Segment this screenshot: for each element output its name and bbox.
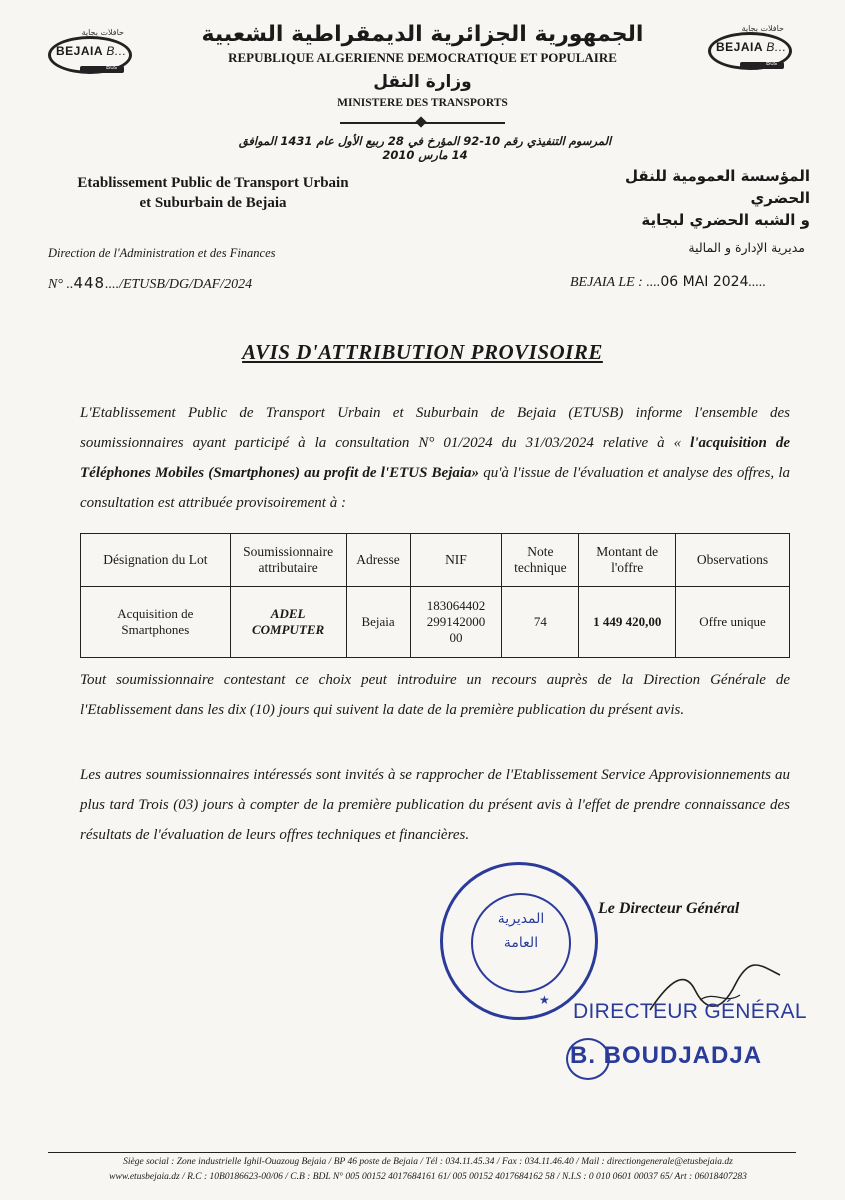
date-handwritten: 06 MAI 2024 — [660, 274, 749, 290]
stamp-star-icon: ★ — [539, 993, 550, 1007]
recourse-paragraph: Tout soumissionnaire contestant ce choix peut introduire un recours auprès de la Direction Générale de l'Etablissement dans les dix (10) jours qui suivent la date de la première publication du présent avis. — [80, 672, 790, 718]
reference-suffix: /ETUSB/DG/DAF/2024 — [119, 277, 253, 292]
seal-name-ring — [566, 1038, 610, 1080]
logo-bus-text: Bus — [106, 64, 118, 71]
company-logo-right — [704, 24, 790, 82]
document-date: BEJAIA LE : ....06 MAI 2024..... — [570, 274, 766, 290]
header-note: Note technique — [502, 534, 579, 587]
establishment-ar-line-2: و الشبه الحضري لبجاية — [641, 211, 810, 229]
official-round-stamp — [440, 862, 598, 1020]
header-diamond — [415, 116, 426, 127]
cell-note: 74 — [502, 587, 579, 658]
decree-arabic: المرسوم التنفيذي رقم 10-92 المؤرخ في 28 ربيع الأول عام 1431 الموافق 14 مارس 2010 — [238, 134, 612, 162]
reference-prefix: N° — [48, 277, 63, 292]
direction-french: Direction de l'Administration et des Finances — [48, 246, 276, 260]
cell-amount: 1 449 420,00 — [579, 587, 676, 658]
logo-word: BEJAIA B... — [716, 40, 787, 54]
date-label: BEJAIA LE : — [570, 275, 643, 290]
cell-nif — [410, 587, 502, 658]
seal-title: DIRECTEUR GÉNÉRAL — [573, 1000, 807, 1023]
signatory-label: Le Directeur Général — [598, 900, 740, 917]
document-title: AVIS D'ATTRIBUTION PROVISOIRE — [242, 340, 603, 364]
stamp-centre-line-1: المديرية — [497, 911, 545, 927]
footer-address: Siège social : Zone industrielle Ighil-Ouazoug Bejaia / BP 46 poste de Bejaia / Tél : 034.11.45.34 / Fax : 034.11.46.40 / Mail : directiongenerale@etusbejaia.dz — [123, 1157, 733, 1167]
republic-arabic: الجمهورية الجزائرية الديمقراطية الشعبية — [201, 22, 644, 47]
establishment-line-2: et Suburbain de Bejaia — [139, 195, 287, 211]
header-address: Adresse — [346, 534, 410, 587]
footer-registration: www.etusbejaia.dz / R.C : 10B0186623-00/06 / C.B : BDL N° 005 00152 4017684161 61/ 005 00152 4017684162 58 / N.I.S : 0 010 0601 00037 65/ Art : 06018407283 — [109, 1172, 747, 1182]
cell-address: Bejaia — [346, 587, 410, 658]
attribution-table — [80, 533, 790, 658]
establishment-ar-line-1: المؤسسة العمومية للنقل الحضري — [624, 167, 810, 207]
republic-french: REPUBLIQUE ALGERIENNE DEMOCRATIQUE ET POPULAIRE — [228, 50, 617, 65]
reference-number: N° ..448..../ETUSB/DG/DAF/2024 — [48, 274, 253, 292]
company-logo-left — [44, 28, 130, 86]
establishment-name-french — [48, 173, 378, 213]
intro-paragraph — [80, 398, 790, 518]
nif-line-2: 299142000 — [426, 614, 486, 629]
logo-bar — [80, 66, 124, 73]
footer-divider — [48, 1152, 796, 1153]
reference-handwritten-number: 448 — [73, 274, 106, 292]
cell-observation: Offre unique — [676, 587, 790, 658]
intro-text-2: qu'à l'issue de l'évaluation et analyse des offres, la consultation est attribuée provisoirement à : — [80, 465, 790, 511]
cell-lot: Acquisition de Smartphones — [81, 587, 231, 658]
seal-name-text: B. BOUDJADJA — [570, 1042, 763, 1069]
direction-arabic: مديرية الإدارة و المالية — [688, 240, 805, 255]
header-nif: NIF — [410, 534, 502, 587]
nif-line-1: 183064402 — [426, 598, 486, 613]
logo-bus-text: Bus — [766, 60, 778, 67]
logo-arabic-text: حافلات بجاية — [741, 24, 784, 33]
logo-word: BEJAIA B... — [56, 44, 127, 58]
establishment-name-arabic — [570, 165, 810, 231]
header-lot: Désignation du Lot — [81, 534, 231, 587]
nif-line-3: 00 — [449, 630, 463, 645]
header-amount: Montant de l'offre — [579, 534, 676, 587]
stamp-centre-line-2: العامة — [503, 935, 539, 951]
header-supplier: Soumissionnaire attributaire — [230, 534, 346, 587]
logo-arabic-text: حافلات بجاية — [81, 28, 124, 37]
table-header-row — [81, 534, 790, 587]
seal-name — [570, 1042, 762, 1070]
ministry-french: MINISTERE DES TRANSPORTS — [337, 97, 508, 109]
ministry-arabic: وزارة النقل — [373, 72, 472, 92]
intro-text-1: L'Etablissement Public de Transport Urbain et Suburbain de Bejaia (ETUSB) informe l'ensemble des soumissionnaires ayant participé à la consultation N° 01/2024 du 31/03/2024 relative à « — [80, 405, 790, 451]
cell-supplier: ADEL COMPUTER — [230, 587, 346, 658]
stamp-centre-text — [473, 907, 569, 955]
others-paragraph: Les autres soumissionnaires intéressés sont invités à se rapprocher de l'Etablissement Service Approvisionnements au plus tard Trois (03) jours à compter de la première publication du présent avis à l'effet de prendre connaissance des résultats de l'évaluation de leurs offres techniques et financières. — [80, 767, 790, 843]
table-row — [81, 587, 790, 658]
intro-subject: l'acquisition de Téléphones Mobiles (Smartphones) au profit de l'ETUS Bejaia» — [80, 435, 790, 481]
establishment-line-1: Etablissement Public de Transport Urbain — [77, 175, 349, 191]
header-observations: Observations — [676, 534, 790, 587]
logo-bar — [740, 62, 784, 69]
